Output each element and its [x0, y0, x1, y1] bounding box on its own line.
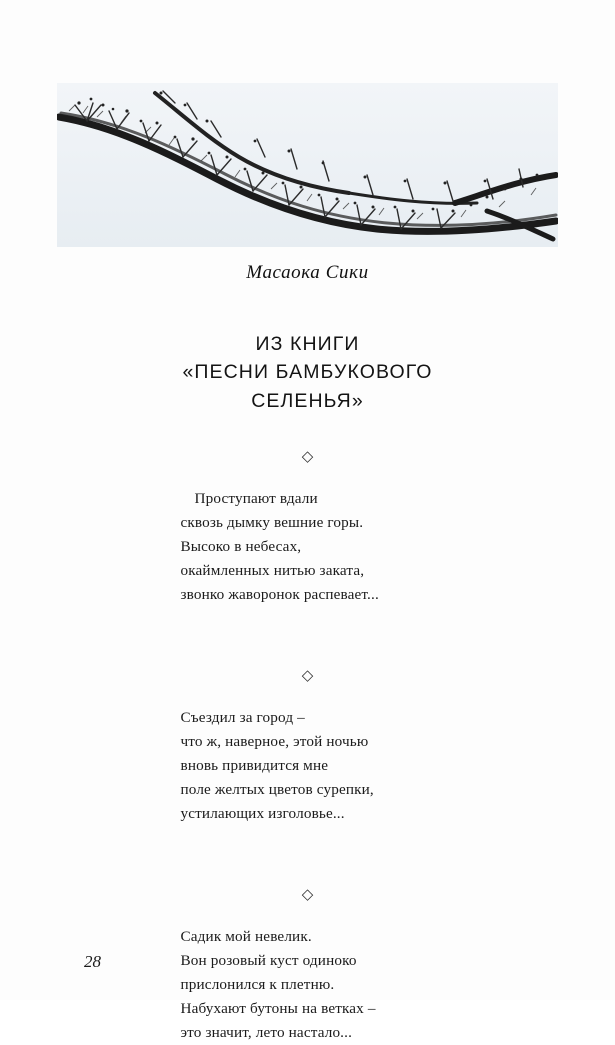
poem-3-text [175, 925, 441, 1045]
poem-2-line-4: поле желтых цветов сурепки, [180, 781, 374, 799]
poem-2-line-3: вновь привидится мне [180, 757, 329, 775]
title-line-3: СЕЛЕНЬЯ» [251, 389, 364, 412]
poem-2-line-2: что ж, наверное, этой ночью [180, 733, 369, 751]
poem-1-text [175, 487, 441, 607]
title-line-2: «ПЕСНИ БАМБУКОВОГО [182, 361, 433, 384]
poem-3-line-4: Набухают бутоны на ветках – [180, 1000, 376, 1018]
poem-1-line-4: окаймленных нитью заката, [180, 562, 365, 580]
author-name: Масаока Сики [246, 262, 369, 283]
poem-1-line-5: звонко жаворонок распевает... [180, 586, 379, 604]
poem-1 [0, 450, 615, 607]
page-number: 28 [84, 952, 101, 971]
poem-3-line-3: прислонился к плетню. [180, 976, 335, 994]
page-title [0, 330, 615, 415]
diamond-ornament-icon: ◇ [301, 668, 314, 685]
poem-2-line-5: устилающих изголовье... [180, 805, 345, 823]
illustration-blossoming-branch [57, 83, 558, 247]
poem-2-text [175, 706, 441, 826]
diamond-ornament-icon: ◇ [301, 887, 314, 904]
poem-1-line-2: сквозь дымку вешние горы. [180, 514, 364, 532]
poem-1-line-3: Высоко в небесах, [180, 538, 302, 556]
poem-3-line-5: это значит, лето настало... [180, 1024, 353, 1042]
poem-1-line-1: Проступают вдали [194, 490, 318, 507]
poem-3-line-1: Садик мой невелик. [180, 928, 312, 946]
title-line-1: ИЗ КНИГИ [255, 333, 360, 355]
poem-2-line-1: Съездил за город – [180, 709, 305, 727]
diamond-ornament-icon: ◇ [301, 449, 314, 465]
poem-2 [0, 669, 615, 826]
poem-3-line-2: Вон розовый куст одиноко [180, 952, 357, 970]
